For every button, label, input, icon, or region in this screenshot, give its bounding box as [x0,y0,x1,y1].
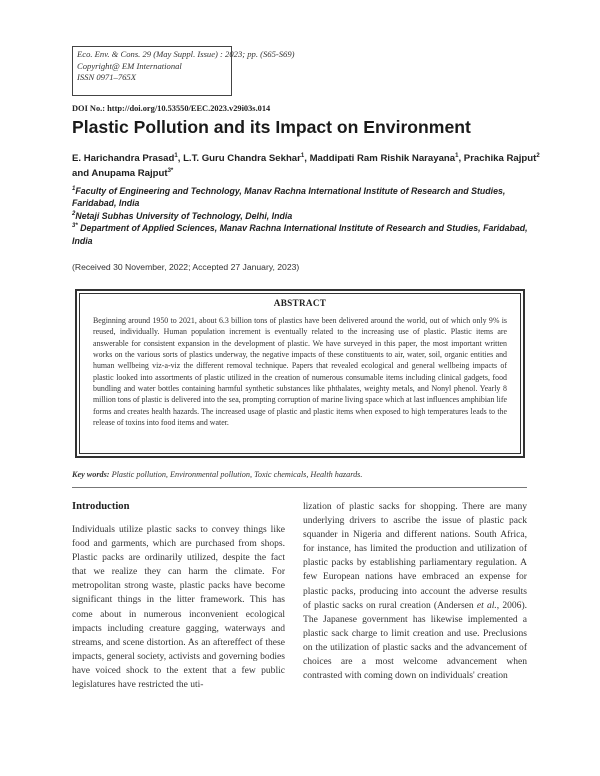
journal-issn: ISSN 0971–765X [77,72,136,82]
affiliation-text: Department of Applied Sciences, Manav Rachna International Institute of Research and Studies, Faridabad, India [72,223,528,246]
journal-citation: Eco. Env. & Cons. 29 (May Suppl. Issue) : 2023; pp. (S65-S69) [77,49,295,59]
keywords-text: Plastic pollution, Environmental pollution, Toxic chemicals, Health hazards. [109,470,363,479]
author-name: , L.T. Guru Chandra Sekhar [177,153,301,164]
author-affiliation-marker: 1 [300,152,305,159]
affiliation-marker: 1 [72,186,76,193]
author-affiliation-marker: 1 [455,152,459,159]
author-name: E. Harichandra Prasad [72,153,175,164]
keywords-line [72,470,542,479]
keywords-label: Key words: [72,470,110,479]
affiliation-marker: 3* [72,223,78,230]
introduction-heading: Introduction [72,501,130,512]
affiliation-list [72,185,542,247]
introduction-right-text-cont: , 2006). The Japanese government has likewise implemented a plastic sack charge to limit creation and use. Preclusions on the utilization of plastic sacks and the advancement of choices are a most welcome advancement when contrasted with coming down on individuals' creation [303,599,528,682]
author-affiliation-marker: 1 [174,152,178,159]
received-dates: (Received 30 November, 2022; Accepted 27 January, 2023) [72,262,300,272]
introduction-right-column [303,500,527,683]
author-name: , Maddipati Ram Rishik Narayana [304,153,456,164]
journal-info-box [72,46,295,96]
introduction-left-column: Individuals utilize plastic sacks to convey things like food and garments, which are purchased from shops. Plastic packs are ordinarily utilized, despite the fact that we realize they can harm the climate. For metropolitan strong waste, plastic packs have become significant things in the litter framework. This has come about in numerous inconvenient ecological impacts including creature gagging, waterways and streams, and scene distortion. As an aftereffect of these impacts, general society, activists and governing bodies have voiced shock to the extent that a few public legislatures have restricted the uti- [72,524,285,691]
citation-et-al: et al. [476,599,497,611]
author-list [72,151,542,181]
affiliation-text: Faculty of Engineering and Technology, Manav Rachna International Institute of Research and Studies, Faridabad, India [72,186,506,209]
abstract-heading: ABSTRACT [273,298,327,308]
affiliation-item [72,222,542,247]
section-divider [72,487,527,488]
author-name: and Anupama Rajput [72,168,168,179]
journal-copyright: Copyright@ EM International [77,60,182,71]
paper-title: Plastic Pollution and its Impact on Environment [72,117,471,137]
abstract-box [75,289,525,458]
affiliation-marker: 2 [72,210,76,217]
author-affiliation-marker: 2 [536,152,540,159]
affiliation-item [72,210,542,222]
affiliation-item [72,185,542,210]
author-affiliation-marker: 3* [167,167,174,174]
doi-line: DOI No.: http://doi.org/10.53550/EEC.2023.v29i03s.014 [72,104,271,113]
author-name: , Prachika Rajput [458,153,537,164]
affiliation-text: Netaji Subhas University of Technology, Delhi, India [75,210,293,221]
introduction-right-text: lization of plastic sacks for shopping. There are many underlying drivers to ascribe the issue of plastic pack squander in Nigeria and different nations. South Africa, for instance, has limited the production and utilization of plastic packs by establishing parliamentary regulation. A few European nations have embraced an expense for plastic packs, producing into account the adverse results of plastic sacks on rural creation (Andersen [303,501,527,611]
abstract-text: Beginning around 1950 to 2021, about 6.3 billion tons of plastics have been delivered around the world, out of which only 9% is reused, individually. Human population increment is eventually related to the increasing use of plastic. Plastic items are answerable for consistent expansion in the development of plastic. We have surveyed in this paper, the most important written works on the various sorts of plastics underway, the negative impacts of these constituents to air, water, soil, organic entities and human wellbeing viz-a-viz the different removal technique. Papers that revealed ecological and general wellbeing impacts of plastic looked into assortments of plastic utilized in the creation of numerous consumable items including clinical gadgets, food bundling and water bottles containing harmful synthetic substances like phthalates, weighty metals, and Nonyl phenol. Yearly 8 million tons of plastic is delivered into the sea, prompting corruption of marine living space which at last influences amphibian life forms and creates health hazards. The increased usage of plastic and plastic items when exposed to high temperatures leads to the release of toxins into food items and water. [93,316,507,428]
